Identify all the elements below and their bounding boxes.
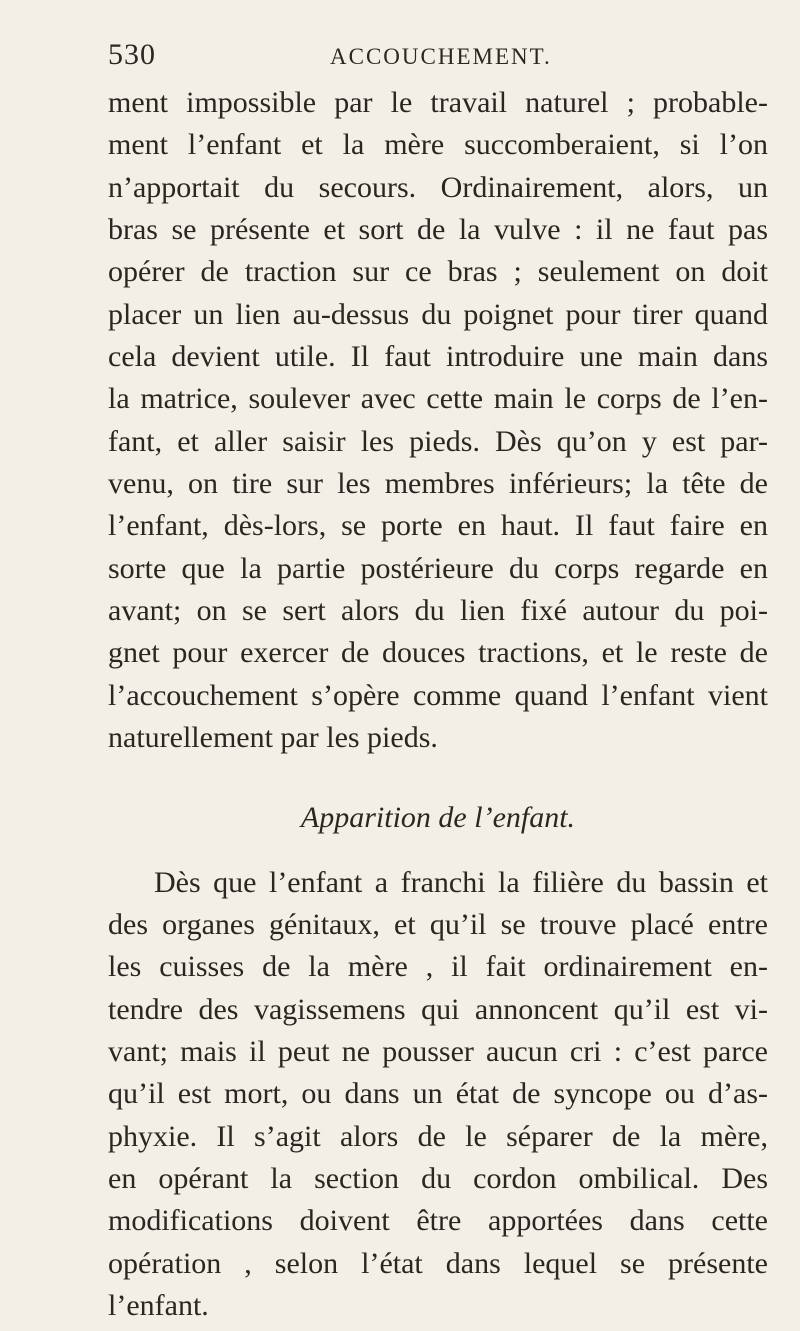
text-line: naturellement par les pieds.: [108, 721, 438, 755]
text-line: tendre des vagissemens qui annoncent qu’il est vi-: [108, 992, 768, 1026]
text-line: vant; mais il peut ne pousser aucun cri : c’est parce: [108, 1034, 768, 1068]
body-text: [108, 82, 768, 1327]
text-line: Dès que l’enfant a franchi la filière du bassin et: [154, 865, 768, 899]
text-line: gnet pour exercer de douces tractions, et le reste de: [108, 636, 768, 670]
text-line: modifications doivent être apportées dans cette: [108, 1204, 768, 1238]
text-line: bras se présente et sort de la vulve : il ne faut pas: [108, 213, 768, 247]
paragraph-1: [108, 82, 768, 760]
section-heading: Apparition de l’enfant.: [300, 800, 576, 834]
text-line: des organes génitaux, et qu’il se trouve placé entre: [108, 907, 768, 941]
text-line: l’enfant, dès-lors, se porte en haut. Il faut faire en: [108, 509, 768, 543]
paragraph-2: [108, 862, 768, 1328]
page-number: 530: [108, 38, 156, 71]
text-line: l’enfant.: [108, 1288, 209, 1322]
text-line: en opérant la section du cordon ombilical. Des: [108, 1161, 768, 1195]
text-line: ment l’enfant et la mère succomberaient, si l’on: [108, 128, 768, 162]
text-line: qu’il est mort, ou dans un état de syncope ou d’as-: [108, 1077, 768, 1111]
text-line: fant, et aller saisir les pieds. Dès qu’on y est par-: [108, 424, 768, 458]
text-line: avant; on se sert alors du lien fixé autour du poi-: [108, 594, 768, 628]
running-title: ACCOUCHEMENT.: [330, 44, 552, 69]
text-line: opérer de traction sur ce bras ; seulement on doit: [108, 255, 768, 289]
text-line: placer un lien au-dessus du poignet pour tirer quand: [108, 297, 768, 331]
text-line: opération , selon l’état dans lequel se présente: [108, 1246, 768, 1280]
text-line: sorte que la partie postérieure du corps regarde en: [108, 551, 768, 585]
running-head: [108, 38, 768, 78]
text-line: ment impossible par le travail naturel ; probable-: [108, 86, 768, 119]
text-line: n’apportait du secours. Ordinairement, alors, un: [108, 170, 768, 204]
text-line: la matrice, soulever avec cette main le corps de l’en-: [108, 382, 768, 416]
text-line: phyxie. Il s’agit alors de le séparer de la mère,: [108, 1119, 768, 1153]
text-line: l’accouchement s’opère comme quand l’enfant vient: [108, 678, 768, 712]
text-line: les cuisses de la mère , il fait ordinairement en-: [108, 950, 768, 984]
text-line: cela devient utile. Il faut introduire une main dans: [108, 340, 768, 374]
spacer: [108, 760, 768, 774]
text-line: venu, on tire sur les membres inférieurs; la tête de: [108, 467, 768, 501]
